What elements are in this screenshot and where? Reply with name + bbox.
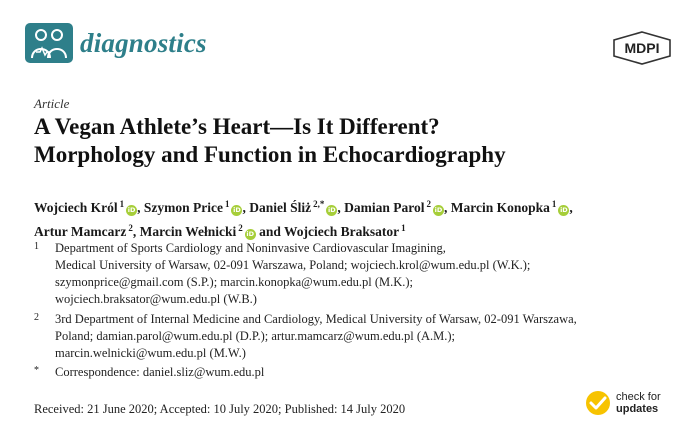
mdpi-logo-icon [612, 31, 672, 65]
affiliation-marker: 2 [426, 199, 431, 209]
check-updates-line2: updates [616, 403, 659, 415]
affiliation-item [34, 311, 675, 362]
mdpi-text: MDPI [624, 40, 660, 56]
author-name-text: Artur Mamcarz [34, 224, 127, 239]
affiliation-item [34, 240, 675, 308]
author-separator: , [443, 200, 451, 215]
affiliation-marker: 1 [401, 223, 406, 233]
orcid-icon[interactable]: iD [328, 206, 336, 214]
journal-name: diagnostics [80, 27, 207, 58]
author-separator: , [337, 200, 345, 215]
article-title [34, 113, 674, 169]
author-name[interactable] [344, 200, 444, 215]
affiliation-line: wojciech.braksator@wum.edu.pl (W.B.) [55, 292, 257, 306]
author-name-text: Marcin Wełnicki [139, 224, 237, 239]
affiliation-marker: 1 [224, 199, 230, 209]
author-name-text: Damian Parol [344, 200, 425, 215]
author-name-text: Daniel Śliż [249, 200, 312, 215]
author-name-text: Wojciech Braksator [284, 224, 400, 239]
affiliation-line: Department of Sports Cardiology and Noninvasive Cardiovascular Imagining, [55, 241, 446, 255]
affiliation-line: Medical University of Warsaw, 02-091 Warszawa, Poland; wojciech.krol@wum.edu.pl (W.K.); [55, 258, 531, 272]
author-separator: , [132, 224, 140, 239]
author-name[interactable] [140, 224, 256, 239]
author-name-text: Szymon Price [143, 200, 223, 215]
affiliation-marker: 2,* [313, 199, 325, 209]
affiliation-line: Correspondence: daniel.sliz@wum.edu.pl [55, 365, 265, 379]
orcid-icon[interactable]: iD [127, 206, 136, 214]
author-name[interactable] [249, 200, 337, 215]
affiliation-mark: 1 [34, 241, 39, 252]
affiliation-marker: 2 [128, 223, 133, 233]
title-line-2: Morphology and Function in Echocardiography [34, 142, 506, 167]
affiliation-line: 3rd Department of Internal Medicine and Cardiology, Medical University of Warsaw, 02-091 Warszawa, [55, 312, 577, 326]
affiliation-mark: 2 [34, 312, 39, 323]
author-name[interactable] [450, 199, 573, 215]
author-separator: and [255, 224, 285, 239]
affiliation-marker: 1 [119, 199, 125, 209]
orcid-icon[interactable]: iD [233, 206, 241, 214]
affiliation-marker: 2 [238, 223, 243, 233]
affiliation-marker: 1 [551, 199, 557, 209]
article-type: Article [34, 96, 70, 111]
check-updates-line1: check for [616, 391, 661, 403]
affiliation-line: Poland; damian.parol@wum.edu.pl (D.P.); artur.mamcarz@wum.edu.pl (A.M.); [55, 329, 456, 343]
author-name[interactable] [34, 200, 137, 215]
title-line-1: A Vegan Athlete’s Heart—Is It Different? [34, 114, 440, 139]
orcid-icon[interactable]: iD [434, 206, 443, 214]
author-name-text: Wojciech Król [34, 200, 118, 215]
orcid-icon[interactable]: iD [246, 230, 255, 238]
author-name-text: Marcin Konopka [450, 200, 550, 215]
author-separator: , [569, 200, 573, 215]
affiliation-line: szymonprice@gmail.com (S.P.); marcin.konopka@wum.edu.pl (M.K.); [55, 275, 414, 289]
author-separator: , [242, 200, 250, 215]
author-name[interactable] [284, 224, 406, 239]
diagnostics-logo-icon [24, 22, 74, 64]
publication-dates: Received: 21 June 2020; Accepted: 10 July 2020; Published: 14 July 2020 [34, 402, 406, 416]
author-list [34, 194, 684, 242]
journal-header [24, 22, 207, 64]
check-updates-icon [585, 390, 611, 416]
author-name[interactable] [144, 200, 243, 215]
affiliation-mark: * [34, 365, 39, 376]
orcid-icon[interactable]: iD [560, 206, 568, 214]
affiliation-item [34, 364, 675, 381]
check-for-updates[interactable] [585, 390, 661, 416]
author-name[interactable] [34, 224, 133, 239]
author-separator: , [137, 200, 144, 215]
affiliation-line: marcin.welnicki@wum.edu.pl (M.W.) [55, 346, 246, 360]
